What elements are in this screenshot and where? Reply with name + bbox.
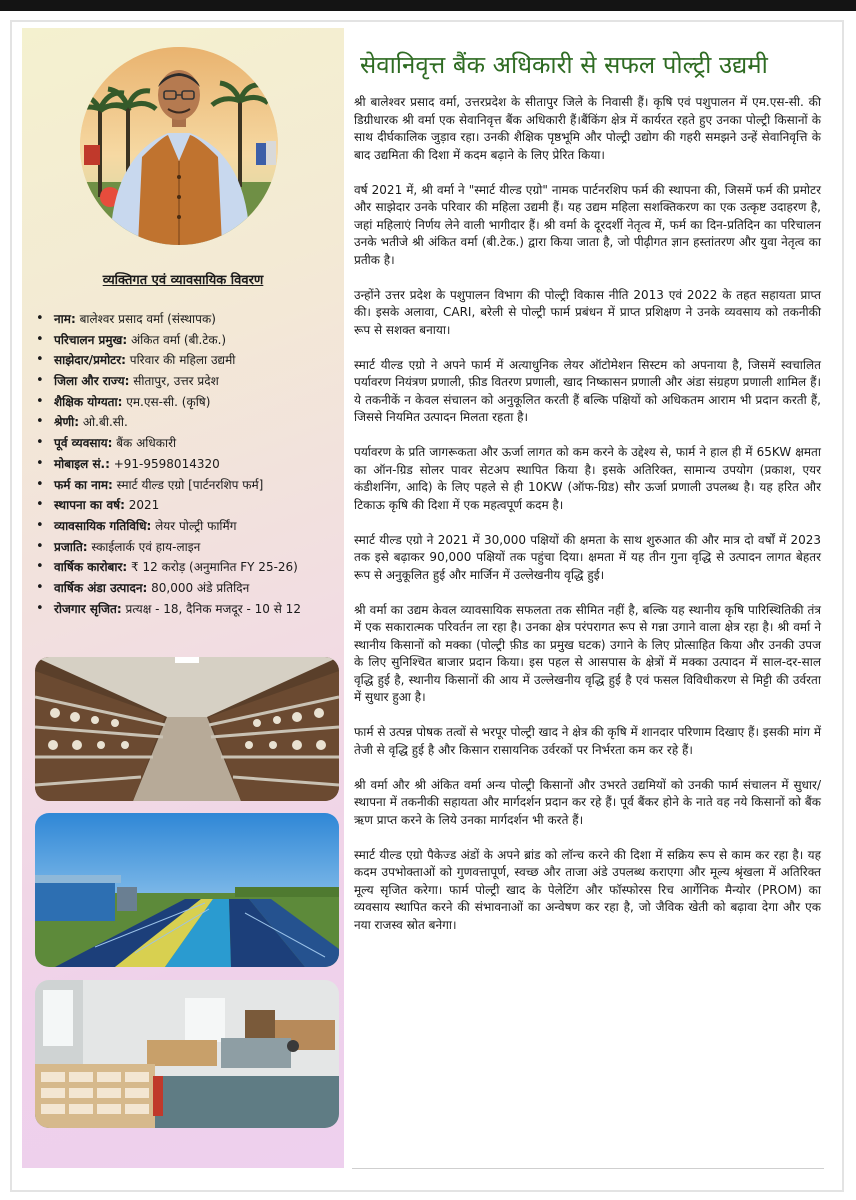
article-paragraph: श्री बालेश्वर प्रसाद वर्मा, उत्तरप्रदेश के सीतापुर जिले के निवासी हैं। कृषि एवं पशुपालन में एम.एस-सी. की डिग्रीधारक श्री वर्मा एक सेवानिवृत्त बैंक अधिकारी हैं।बैंकिंग क्षेत्र में कार्यरत रहते हुए उनका पोल्ट्री किसानों के साथ दीर्घकालिक जुड़ाव रहा। उनकी शैक्षिक पृष्ठभूमि और पोल्ट्री उद्योग की गहरी समझने उन्हें सेवानिवृत्ति के बाद उद्यमिता की दिशा में कदम बढ़ाने के लिए प्रेरित किया। — [354, 95, 821, 162]
article-body — [354, 94, 821, 952]
article-paragraph: स्मार्ट यील्ड एग्रो ने 2021 में 30,000 पक्षियों की क्षमता के साथ शुरुआत की और मात्र दो वर्षों में 2023 तक इसे बढ़ाकर 90,000 पक्षियों तक पहुंचा दिया। क्षमता में यह तीन गुना वृद्धि से उत्पादन लागत बेहतर रूप से अनुकूलित हुई और मार्जिन में उल्लेखनीय वृद्धि हुई। — [354, 532, 821, 582]
detail-value: अंकित वर्मा (बी.टेक.) — [127, 332, 227, 347]
detail-value: सीतापुर, उत्तर प्रदेश — [129, 374, 219, 389]
detail-value: 80,000 अंडे प्रतिदिन — [147, 580, 250, 595]
detail-label: जिला और राज्य: — [54, 374, 130, 389]
detail-label: साझेदार/प्रमोटर: — [54, 353, 126, 368]
detail-label: वार्षिक कारोबार: — [54, 560, 128, 575]
detail-value: बैंक अधिकारी — [112, 436, 177, 451]
profile-details-list — [30, 309, 342, 619]
detail-label: व्यावसायिक गतिविधि: — [54, 518, 152, 533]
list-item — [30, 309, 342, 330]
detail-label: पूर्व व्यवसाय: — [54, 436, 113, 451]
detail-label: वार्षिक अंडा उत्पादन: — [54, 580, 148, 595]
list-item — [30, 516, 342, 537]
detail-value: +91-9598014320 — [109, 456, 220, 471]
list-item — [30, 433, 342, 454]
list-item — [30, 371, 342, 392]
detail-value: प्रत्यक्ष - 18, दैनिक मजदूर - 10 से 12 — [121, 601, 301, 616]
detail-label: स्थापना का वर्ष: — [54, 498, 125, 513]
bottom-divider — [352, 1168, 824, 1169]
list-item — [30, 557, 342, 578]
detail-label: रोजगार सृजित: — [54, 601, 122, 616]
portrait-photo — [80, 47, 278, 245]
detail-value: स्मार्ट यील्ड एग्रो [पार्टनरशिप फर्म] — [112, 477, 264, 492]
list-item — [30, 330, 342, 351]
list-item — [30, 578, 342, 599]
article-paragraph: वर्ष 2021 में, श्री वर्मा ने "स्मार्ट यील्ड एग्रो" नामक पार्टनरशिप फर्म की स्थापना की, जिसमें फर्म की प्रमोटर और साझेदार उनके परिवार की महिला उद्यमी हैं। यह उद्यम महिला सशक्तिकरण का एक उत्कृष्ट उदाहरण है, जहां महिलाएं निर्णय लेने वाली भागीदार हैं। श्री वर्मा के दूरदर्शी नेतृत्व में, फर्म का दिन-प्रतिदिन का परिचालन उनके भतीजे श्री अंकित वर्मा (बी.टेक.) द्वारा किया जाता है, जो पीढ़ीगत ज्ञान हस्तांतरण और युवा नेतृत्व का प्रतीक है। — [354, 182, 821, 267]
list-item — [30, 350, 342, 371]
detail-label: श्रेणी: — [54, 415, 80, 430]
list-item — [30, 454, 342, 475]
detail-value: ₹ 12 करोड़ (अनुमानित FY 25-26) — [127, 560, 298, 575]
list-item — [30, 412, 342, 433]
detail-label: परिचालन प्रमुख: — [54, 332, 128, 347]
article-title: सेवानिवृत्त बैंक अधिकारी से सफल पोल्ट्री उद्यमी — [360, 51, 768, 79]
detail-label: प्रजाति: — [54, 539, 88, 554]
article-paragraph: पर्यावरण के प्रति जागरूकता और ऊर्जा लागत को कम करने के उद्देश्य से, फार्म ने हाल ही में 65KW क्षमता का ऑन-ग्रिड सोलर पावर सेटअप स्थापित किया है। इसके अतिरिक्त, सामान्य उपयोग (प्रकाश, एयर कंडीशनिंग, आदि) के लिए पहले से ही 10KW (ऑफ-ग्रिड) सौर ऊर्जा प्रणाली उपलब्ध है। यह हरित और टिकाऊ कृषि की दिशा में एक महत्वपूर्ण कदम है। — [354, 445, 821, 512]
detail-value: स्काईलार्क एवं हाय-लाइन — [87, 539, 201, 554]
article-paragraph: फार्म से उत्पन्न पोषक तत्वों से भरपूर पोल्ट्री खाद ने क्षेत्र की कृषि में शानदार परिणाम दिखाए हैं। इसकी मांग में तेजी से वृद्धि हुई है और किसान रासायनिक उर्वरकों पर निर्भरता कम कर रहे हैं। — [354, 725, 821, 757]
article-paragraph: श्री वर्मा का उद्यम केवल व्यावसायिक सफलता तक सीमित नहीं है, बल्कि यह स्थानीय कृषि पारिस्थितिकी तंत्र में एक सकारात्मक परिवर्तन ला रहा है। उनका क्षेत्र परंपरागत रूप से गन्ना उगाने वाला क्षेत्र रहा है। श्री वर्मा ने स्थानीय किसानों को मक्का (पोल्ट्री फ़ीड का प्रमुख घटक) उगाने के लिए प्रोत्साहित किया और उनकी उपज के लिए सुनिश्चित बाजार प्रदान किया। इस पहल से आसपास के क्षेत्रों में मक्का उत्पादन में साल-दर-साल वृद्धि हुई है, स्थानीय किसानों की आय में उल्लेखनीय वृद्धि हुई है एवं फसल विविधीकरण से मिट्टी की उर्वरता में सुधार हुआ है। — [354, 602, 821, 704]
top-bar — [0, 0, 856, 11]
list-item — [30, 599, 342, 620]
detail-label: मोबाइल सं.: — [54, 456, 110, 471]
solar-panels-photo — [35, 813, 339, 967]
detail-value: परिवार की महिला उद्यमी — [125, 353, 236, 368]
detail-value: एम.एस-सी. (कृषि) — [122, 394, 211, 409]
detail-value: 2021 — [124, 498, 160, 513]
article-paragraph: उन्होंने उत्तर प्रदेश के पशुपालन विभाग की पोल्ट्री विकास नीति 2013 एवं 2022 के तहत सहायता प्राप्त की। इसके अलावा, CARI, बरेली से पोल्ट्री फार्म प्रबंधन में प्राप्त प्रशिक्षण ने उनके व्यवसाय को तकनीकी रूप से सशक्त बनाया। — [354, 287, 821, 337]
egg-warehouse-photo — [35, 980, 339, 1128]
profile-heading: व्यक्तिगत एवं व्यावसायिक विवरण — [102, 273, 264, 288]
detail-value: ओ.बी.सी. — [79, 415, 128, 430]
list-item — [30, 537, 342, 558]
article-paragraph: स्मार्ट यील्ड एग्रो पैकेज्ड अंडों के अपने ब्रांड को लॉन्च करने की दिशा में सक्रिय रूप से काम कर रहा है। यह कदम उपभोक्ताओं को गुणवत्तापूर्ण, स्वच्छ और ताजा अंडे उपलब्ध कराएगा और मूल्य श्रृंखला में अतिरिक्त मूल्य सृजित करेगा। फार्म पोल्ट्री खाद के पेलेटिंग और फॉस्फोरस रिच आर्गेनिक मैन्योर (PROM) का व्यवसाय स्थापित करने की संभावनाओं का अन्वेषण कर रहा है, जो जैविक खेती को बढ़ावा देगा और एक नया राजस्व स्रोत बनेगा। — [354, 847, 821, 932]
article-paragraph: स्मार्ट यील्ड एग्रो ने अपने फार्म में अत्याधुनिक लेयर ऑटोमेशन सिस्टम को अपनाया है, जिसमें स्वचालित पर्यावरण नियंत्रण प्रणाली, फ़ीड वितरण प्रणाली, खाद निष्कासन प्रणाली और अंडा संग्रहण प्रणाली शामिल हैं। ये तकनीकें न केवल संचालन को अनुकूलित करती हैं बल्कि पक्षियों को अधिकतम आराम भी प्रदान करती हैं, जिससे नियमित उत्पादन मिलता रहता है। — [354, 357, 821, 424]
poultry-shed-photo — [35, 657, 339, 801]
detail-label: नाम: — [54, 312, 76, 326]
list-item — [30, 392, 342, 413]
detail-label: फर्म का नाम: — [54, 477, 113, 492]
list-item — [30, 495, 342, 516]
detail-value: लेयर पोल्ट्री फार्मिंग — [151, 518, 237, 533]
detail-value: बालेश्वर प्रसाद वर्मा (संस्थापक) — [75, 312, 216, 326]
detail-label: शैक्षिक योग्यता: — [54, 394, 123, 409]
list-item — [30, 475, 342, 496]
article-paragraph: श्री वर्मा और श्री अंकित वर्मा अन्य पोल्ट्री किसानों और उभरते उद्यमियों को उनकी फार्म संचालन में सुधार/स्थापना में तकनीकी सहायता और मार्गदर्शन प्रदान कर रहे हैं। पूर्व बैंकर होने के नाते वह नये किसानों को बैंक ऋण प्राप्त करने के लिये उनका मार्गदर्शन भी करते हैं। — [354, 777, 821, 827]
